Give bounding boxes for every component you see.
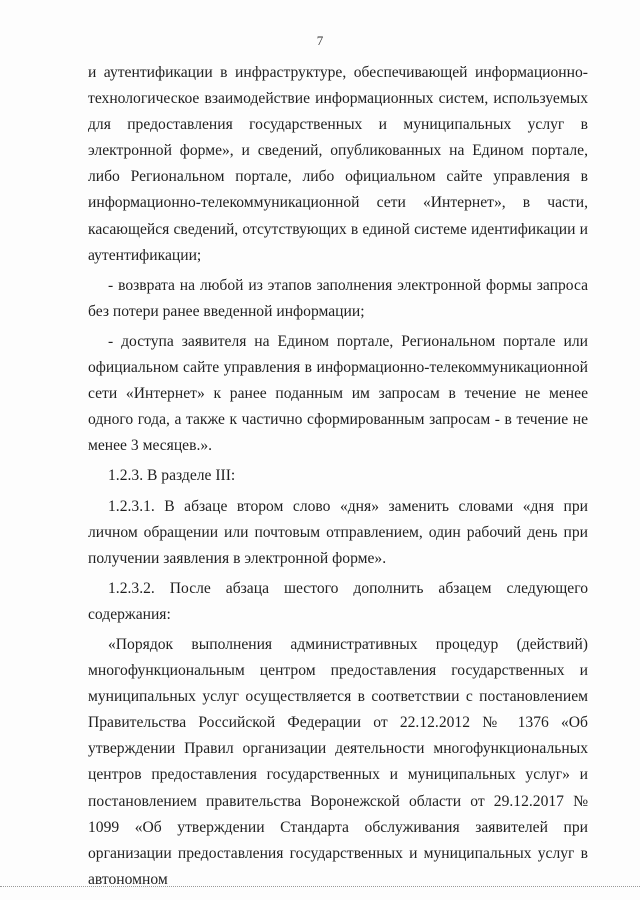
paragraph-1-2-3-1: 1.2.3.1. В абзаце втором слово «дня» заменить словами «дня при личном обращении или почтовым отправлением, один рабочий день при получении заявления в электронной форме». <box>88 497 588 567</box>
document-body <box>88 60 588 897</box>
page-number: 7 <box>316 33 324 48</box>
paragraph-quoted-procedure: «Порядок выполнения административных процедур (действий) многофункциональным центром предоставления государственных и муниципальных услуг осуществляется в соответствии с постановлением Правительства Российской Федерации от 22.12.2012 № 1376 «Об утверждении Правил организации деятельности многофункциональных центров предоставления государственных и муниципальных услуг» и постановлением правительства Воронежской области от 29.12.2017 № 1099 «Об утверждении Стандарта обслуживания заявителей при организации предоставления государственных и муниципальных услуг в автономном <box>88 635 588 888</box>
paragraph-authentication-continuation: и аутентификации в инфраструктуре, обеспечивающей информационно-технологическое взаимодействие информационных систем, используемых для предоставления государственных и муниципальных услуг в электронной форме», и сведений, опубликованных на Едином портале, либо Региональном портале, либо официальном сайте управления в информационно-телекоммуникационной сети «Интернет», в части, касающейся сведений, отсутствующих в единой системе идентификации и аутентификации; <box>88 64 588 264</box>
paragraph-applicant-access: - доступа заявителя на Едином портале, Региональном портале или официальном сайте управления в информационно-телекоммуникационной сети «Интернет» к ранее поданным им запросам в течение не менее одного года, а также к частично сформированным запросам - в течение не менее 3 месяцев.». <box>88 332 588 455</box>
paragraph-return-to-stage: - возврата на любой из этапов заполнения электронной формы запроса без потери ранее введенной информации; <box>88 276 588 320</box>
scan-edge-line <box>0 886 640 888</box>
paragraph-1-2-3-2: 1.2.3.2. После абзаца шестого дополнить абзацем следующего содержания: <box>88 579 588 623</box>
paragraph-section-iii-heading: 1.2.3. В разделе III: <box>108 467 236 485</box>
